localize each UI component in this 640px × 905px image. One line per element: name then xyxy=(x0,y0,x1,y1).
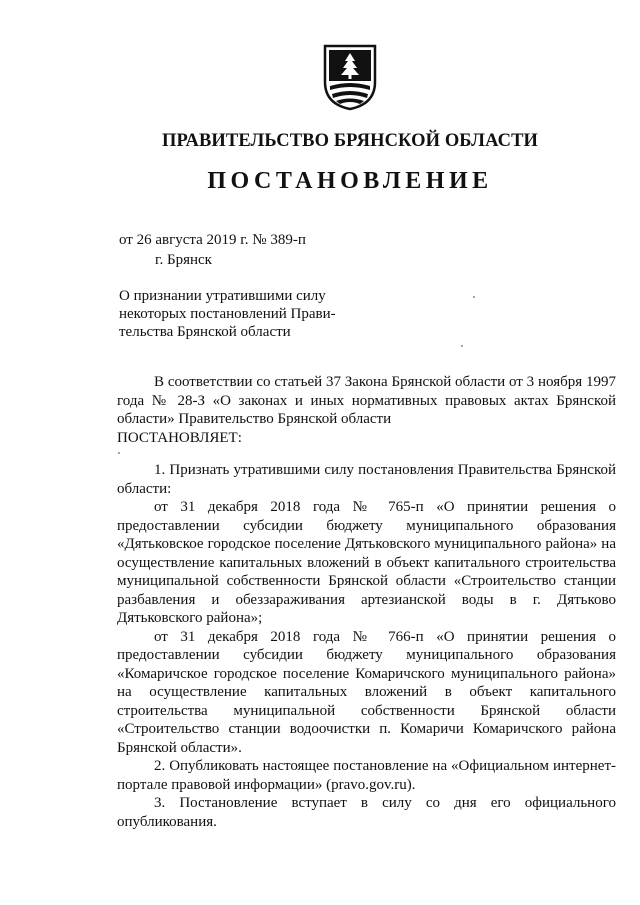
subject-line: О признании утратившими силу xyxy=(119,288,326,304)
document-type-title: ПОСТАНОВЛЕНИЕ xyxy=(207,168,493,194)
clause-3: 3. Постановление вступает в силу со дня его официального опубликования. xyxy=(117,795,616,830)
document-date-number: от 26 августа 2019 г. № 389-п xyxy=(119,232,306,248)
document-subject xyxy=(119,287,359,341)
scan-speck xyxy=(473,296,475,298)
authority-title: ПРАВИТЕЛЬСТВО БРЯНСКОЙ ОБЛАСТИ xyxy=(161,131,538,151)
scan-speck xyxy=(461,345,463,347)
decree-word: ПОСТАНОВЛЯЕТ: xyxy=(117,429,242,446)
clause-1-subitem-a: от 31 декабря 2018 года № 765-п «О принятии решения о предоставлении субсидии бюджету муниципального образования «Дятьковское городское поселение Дятьковского муниципального района» на осуществление капитальных вложений в объект капитального строительства муниципальной собственности Брянской области «Строительство станции разбавления и обеззараживания артезианской воды в г. Дятьково Дятьковского района»; xyxy=(117,499,616,626)
clause-1-subitem-b: от 31 декабря 2018 года № 766-п «О принятии решения о предоставлении субсидии бюджету муниципального образования «Комаричское городское поселение Комаричского муниципального района» на осуществление капитальных вложений в объект капитального строительства муниципальной собственности Брянской области «Строительство станции водоочистки п. Комаричи Комаричского района Брянской области». xyxy=(117,628,616,756)
clause-1: 1. Признать утратившими силу постановления Правительства Брянской области: xyxy=(117,462,616,497)
subject-line: некоторых постановлений Прави- xyxy=(119,306,336,322)
preamble-paragraph: В соответствии со статьей 37 Закона Брянской области от 3 ноября 1997 года № 28-З «О законах и иных нормативных правовых актах Брянской области» Правительство Брянской области xyxy=(117,374,616,427)
document-body xyxy=(117,373,616,831)
bryansk-coat-of-arms-icon xyxy=(322,42,378,112)
clause-2: 2. Опубликовать настоящее постановление на «Официальном интернет-портале правовой информации» (pravo.gov.ru). xyxy=(117,758,616,793)
document-city: г. Брянск xyxy=(155,252,212,268)
scan-speck xyxy=(118,452,120,454)
subject-line: тельства Брянской области xyxy=(119,324,291,340)
